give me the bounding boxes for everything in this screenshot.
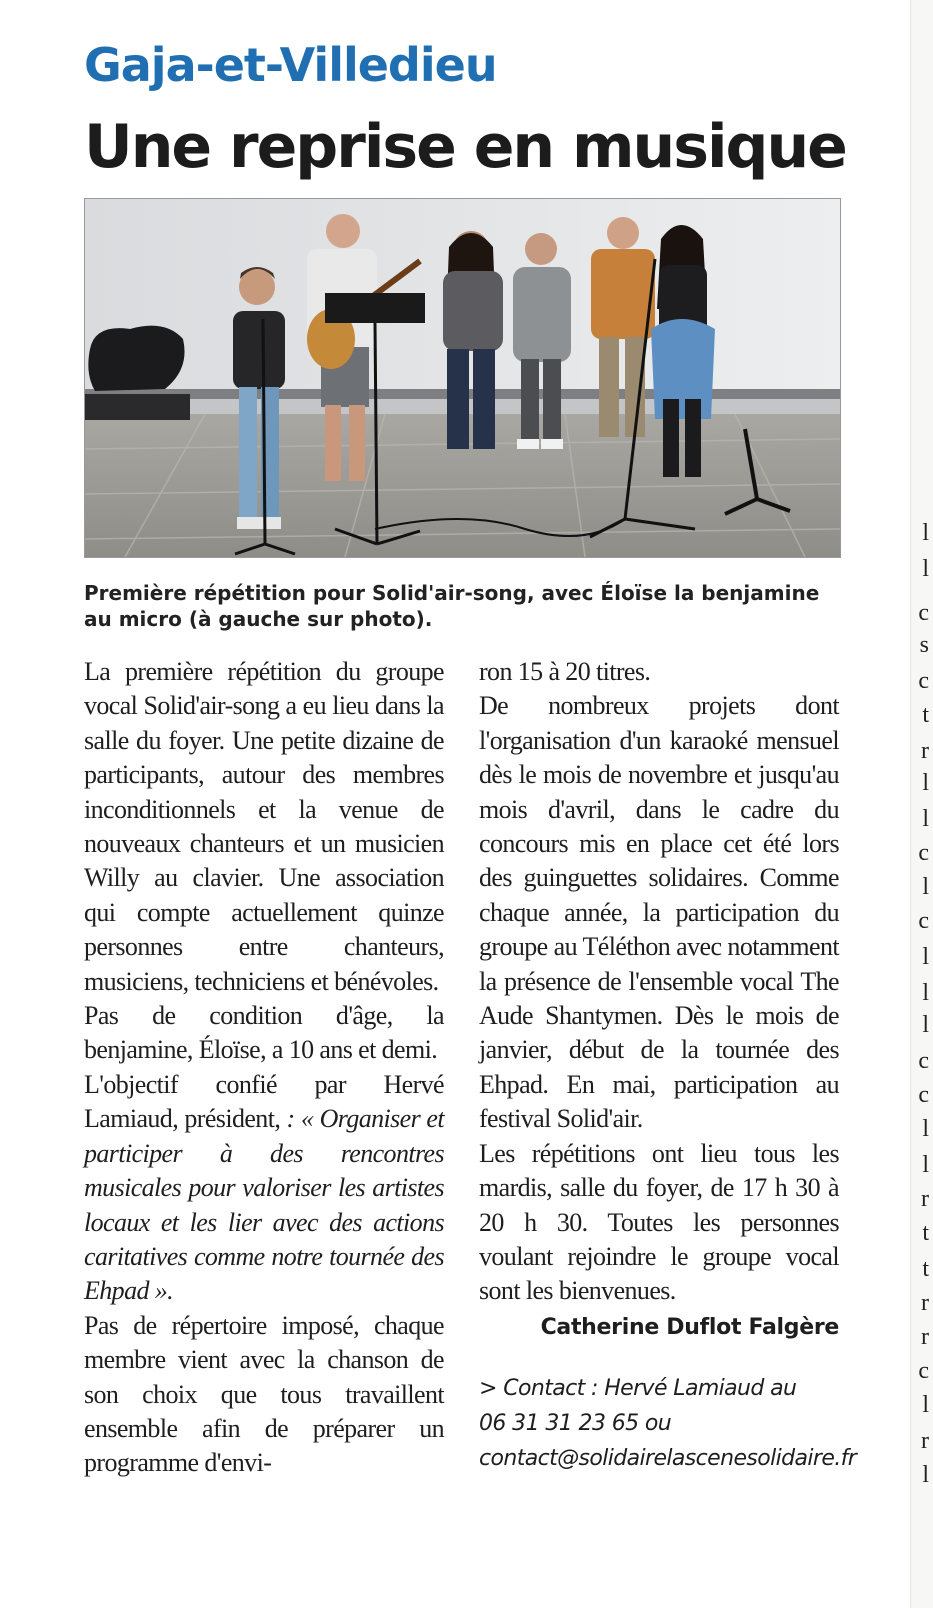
paragraph: Pas de répertoire imposé, chaque membre vient avec la chanson de son choix que tous travaillent ensemble afin de préparer un programme d'envi-	[84, 1310, 444, 1478]
photo-caption: Première répétition pour Solid'air-song, avec Éloïse la benjamine au micro (à gauche sur photo).	[84, 581, 820, 631]
contact-email: contact@solidairelascenesolidaire.fr	[479, 1446, 857, 1472]
article-column-1	[84, 655, 444, 1481]
article-headline: Une reprise en musique	[84, 112, 846, 182]
article-location: Gaja-et-Villedieu	[84, 38, 497, 92]
contact-block	[479, 1371, 857, 1476]
president-quote: : « Organiser et participer à des rencontres musicales pour valoriser les artistes locaux et les lier avec des actions caritatives comme notre tournée des Ehpad ».	[84, 1104, 444, 1306]
adjacent-column-edge: l l c s c t r l l c l c l l l c c l l r t t r r c l r l	[910, 0, 933, 1608]
paragraph	[84, 1068, 444, 1309]
paragraph: Pas de condition d'âge, la benjamine, Éloïse, a 10 ans et demi.	[84, 1001, 444, 1065]
paragraph: ron 15 à 20 titres.	[479, 657, 651, 686]
contact-label: > Contact : Hervé Lamiaud au	[479, 1376, 797, 1402]
paragraph: Les répétitions ont lieu tous les mardis, salle du foyer, de 17 h 30 à 20 h 30. Toutes les personnes voulant rejoindre le groupe vocal sont les bienvenues.	[479, 1138, 839, 1306]
paragraph-intro: L'objectif confié par Hervé Lamiaud, président,	[84, 1069, 444, 1134]
paragraph: La première répétition du groupe vocal Solid'air-song a eu lieu dans la salle du foyer. Une petite dizaine de participants, autour des membres inconditionnels et la venue de nouveaux chanteurs et un musicien Willy au clavier. Une association qui compte actuellement quinze personnes entre chanteurs, musiciens, techniciens et bénévoles.	[84, 657, 444, 996]
article-column-2	[479, 655, 857, 1476]
contact-phone: 06 31 31 23 65 ou	[479, 1411, 672, 1437]
paragraph: De nombreux projets dont l'organisation d'un karaoké mensuel dès le mois de novembre et jusqu'au mois d'avril, dans le cadre du concours mis en place cet été lors des guinguettes solidaires. Comme chaque année, la participation du groupe au Téléthon avec notamment la présence de l'ensemble vocal The Aude Shantymen. Dès le mois de janvier, début de la tournée des Ehpad. En mai, participation au festival Solid'air.	[479, 691, 839, 1134]
article-author: Catherine Duflot Falgère	[540, 1314, 839, 1340]
article-photo	[84, 198, 841, 558]
